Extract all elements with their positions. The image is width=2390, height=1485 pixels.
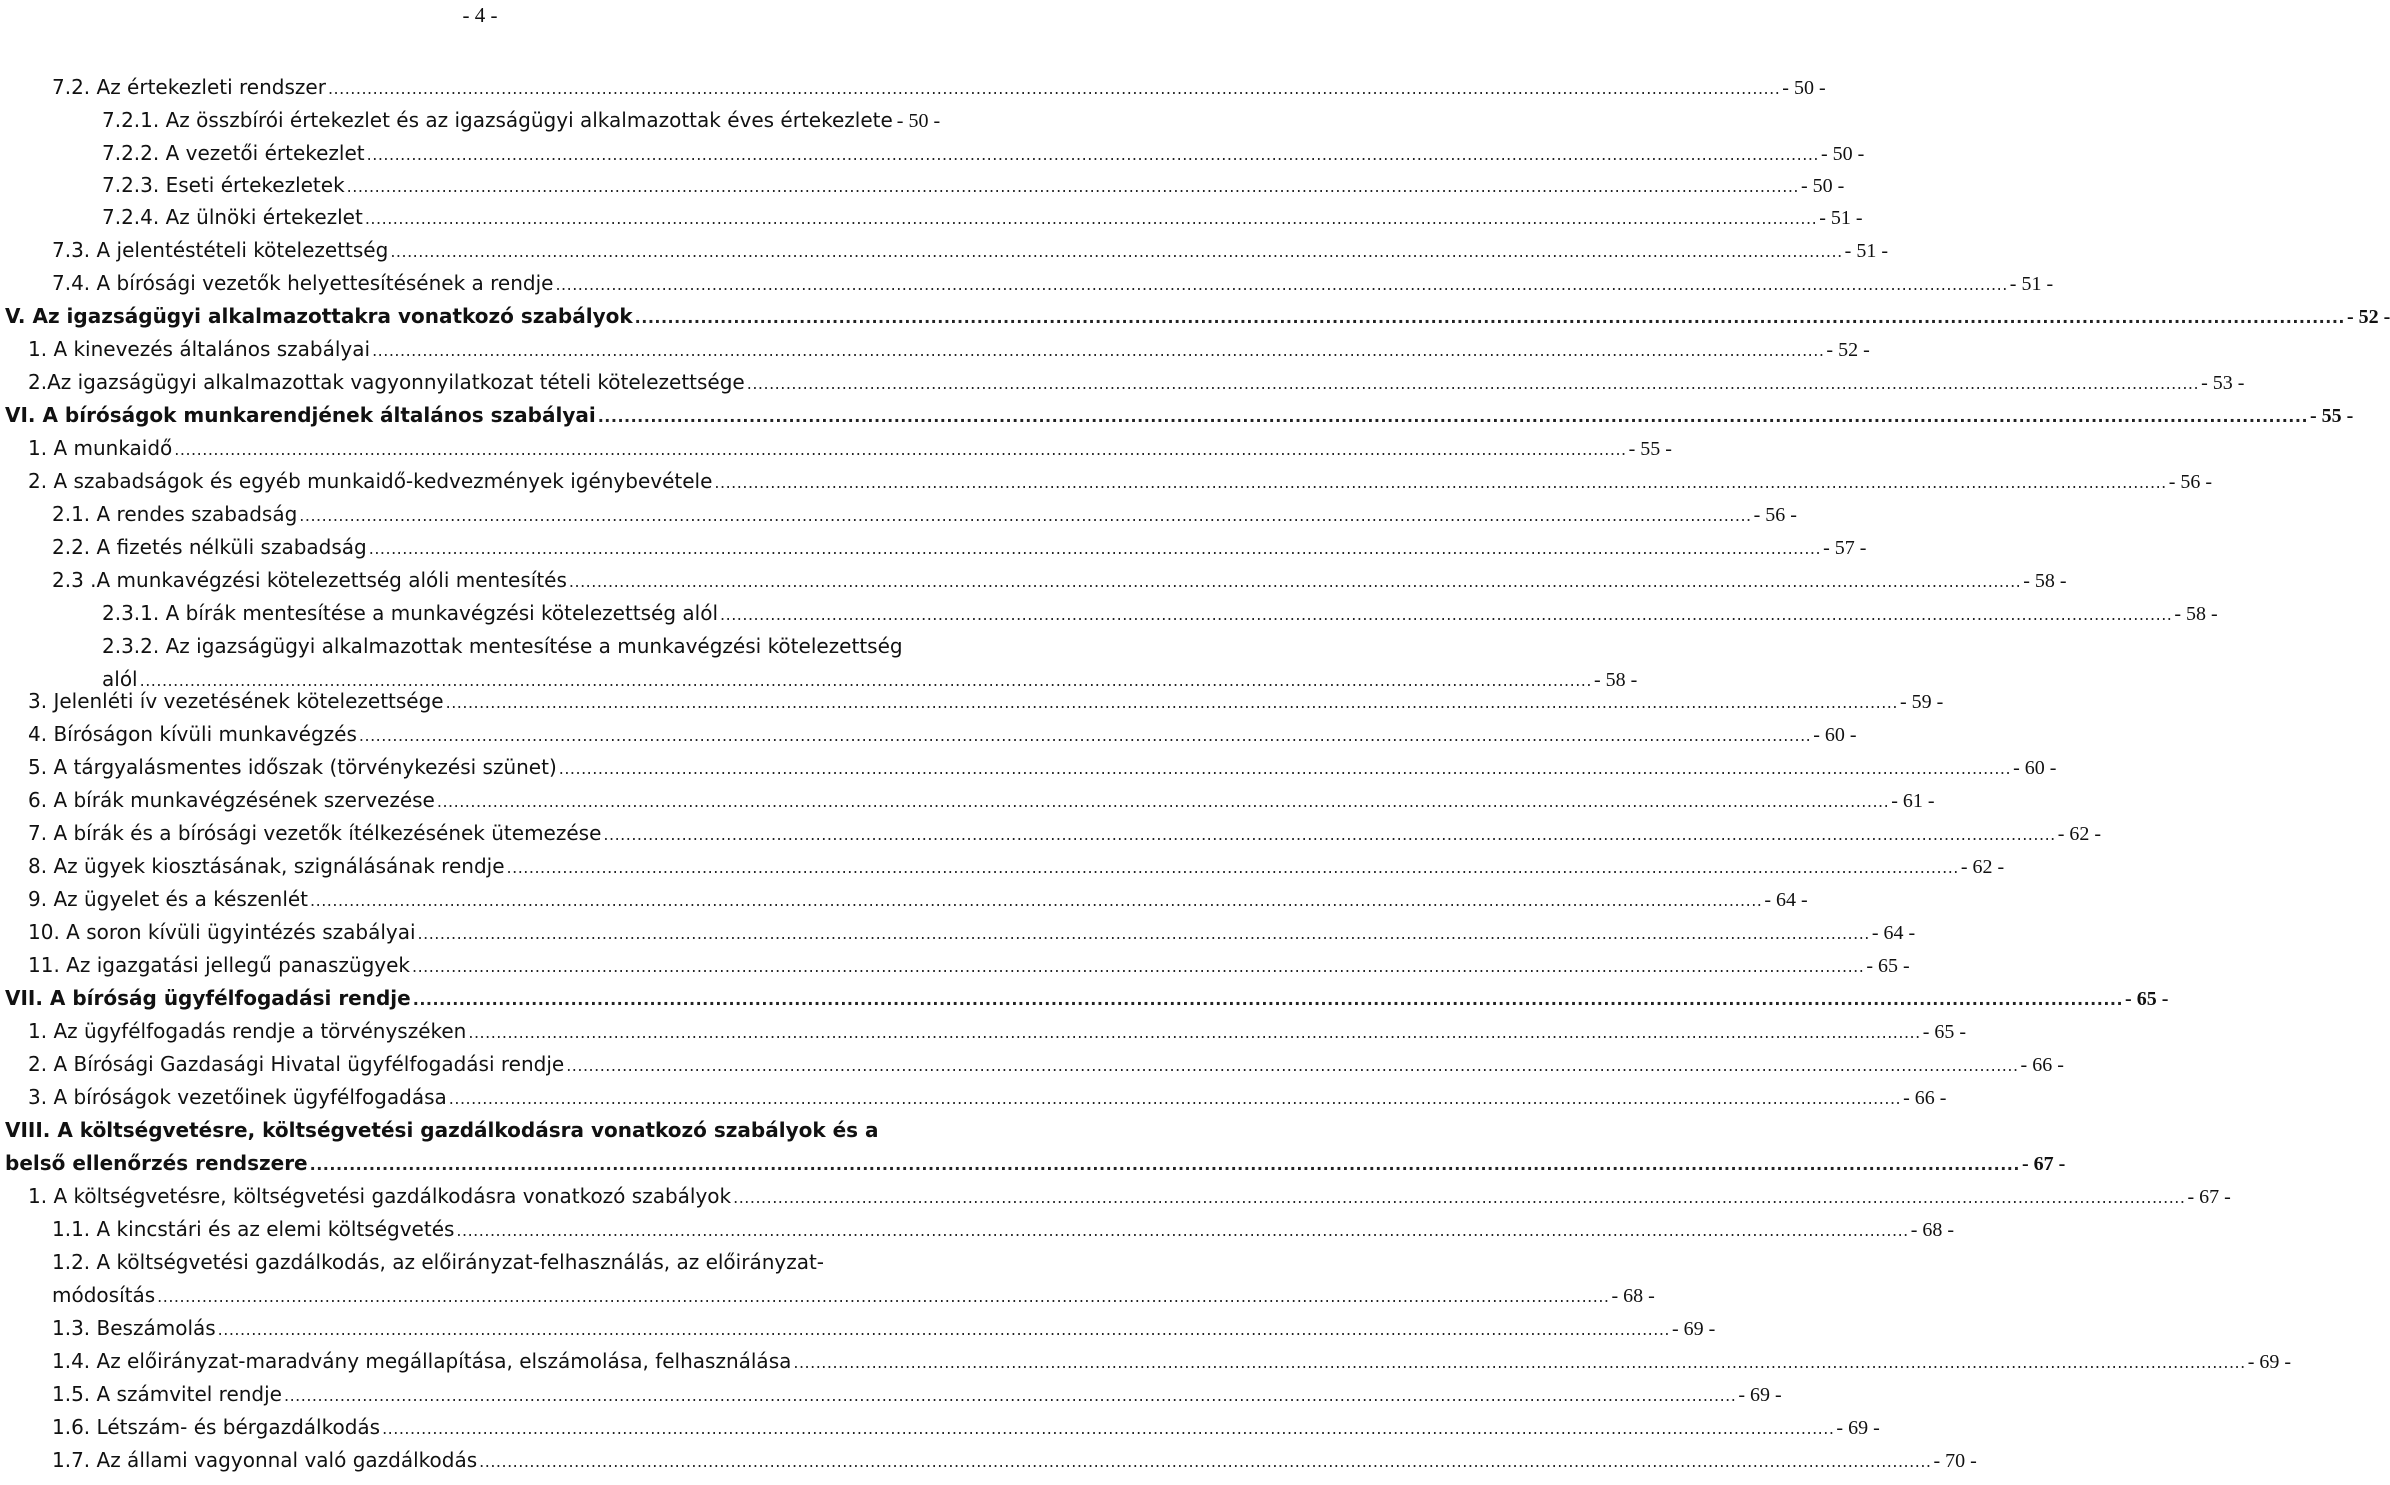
toc-entry-page: - 64 -	[1764, 889, 1808, 911]
toc-entry-title: 1. A kinevezés általános szabályai	[28, 337, 371, 361]
toc-entry-title: alól	[102, 667, 138, 691]
toc-entry[interactable]	[52, 531, 1867, 563]
toc-entry-page: - 68 -	[1611, 1285, 1655, 1307]
toc-entry-page: - 57 -	[1823, 537, 1867, 559]
toc-entry[interactable]	[28, 465, 2213, 497]
toc-entry-title: 4. Bíróságon kívüli munkavégzés	[28, 722, 357, 746]
toc-entry-title: 2. A szabadságok és egyéb munkaidő-kedvezmények igénybevétele	[28, 469, 713, 493]
dot-leader	[310, 1149, 2020, 1181]
toc-entry-title: 3. A bíróságok vezetőinek ügyfélfogadása	[28, 1085, 447, 1109]
toc-entry-page: - 51 -	[1844, 240, 1888, 262]
toc-entry-title: 2.Az igazságügyi alkalmazottak vagyonnyilatkozat tételi kötelezettsége	[28, 370, 745, 394]
toc-entry[interactable]	[28, 1180, 2231, 1212]
toc-entry-page: - 50 -	[896, 110, 941, 132]
toc-entry-page: - 52 -	[2346, 306, 2390, 328]
toc-entry-page: - 65 -	[1922, 1021, 1967, 1043]
toc-entry[interactable]	[28, 333, 1870, 365]
toc-entry-title: 1.3. Beszámolás	[52, 1316, 216, 1340]
toc-entry[interactable]	[52, 1312, 1716, 1344]
toc-entry[interactable]	[102, 201, 1863, 233]
toc-entry-page: - 50 -	[1820, 143, 1865, 165]
dot-leader	[328, 73, 1780, 105]
toc-entry[interactable]	[28, 1015, 1967, 1047]
toc-entry[interactable]	[28, 366, 2245, 398]
toc-entry-page: - 65 -	[2125, 988, 2169, 1010]
toc-entry-title: VI. A bíróságok munkarendjének általános szabályai	[5, 403, 596, 427]
toc-entry-title: VII. A bíróság ügyfélfogadási rendje	[5, 986, 411, 1010]
dot-leader	[359, 720, 1811, 752]
toc-entry-title: 5. A tárgyalásmentes időszak (törvénykezési szünet)	[28, 755, 557, 779]
toc-entry-title: 7.2. Az értekezleti rendszer	[52, 75, 326, 99]
toc-entry-page: - 58 -	[2174, 603, 2218, 625]
toc-entry-title: 7.2.3. Eseti értekezletek	[102, 173, 345, 197]
toc-entry-title: 1.4. Az előirányzat-maradvány megállapítása, elszámolása, felhasználása	[52, 1349, 792, 1373]
toc-entry-title: 10. A soron kívüli ügyintézés szabályai	[28, 920, 416, 944]
toc-entry-page: - 67 -	[2187, 1186, 2231, 1208]
toc-entry[interactable]	[28, 432, 1672, 464]
dot-leader	[437, 786, 1889, 818]
toc-entry-title: 1. A költségvetésre, költségvetési gazdálkodásra vonatkozó szabályok	[28, 1184, 732, 1208]
dot-leader	[412, 951, 1864, 983]
dot-leader	[418, 918, 1870, 950]
toc-entry-page: - 58 -	[1593, 669, 1638, 691]
toc-entry-page: - 66 -	[2020, 1054, 2064, 1076]
toc-entry-page: - 59 -	[1899, 691, 1944, 713]
dot-leader	[367, 139, 1819, 171]
dot-leader	[559, 753, 2011, 785]
toc-entry-page: - 53 -	[2201, 372, 2245, 394]
toc-entry-page: - 62 -	[1960, 856, 2005, 878]
toc-entry-page: - 67 -	[2021, 1153, 2066, 1175]
toc-entry-page: - 60 -	[1813, 724, 1857, 746]
page-number: - 4 -	[462, 3, 498, 27]
toc-entry[interactable]	[28, 1048, 2064, 1080]
toc-entry[interactable]	[28, 916, 1916, 948]
dot-leader	[479, 1446, 1931, 1478]
dot-leader	[793, 1347, 2245, 1379]
dot-leader	[310, 885, 1762, 917]
toc-entry[interactable]	[102, 104, 959, 136]
dot-leader	[569, 566, 2021, 598]
dot-leader	[555, 269, 2007, 301]
dot-leader	[468, 1017, 1920, 1049]
dot-leader	[456, 1215, 1908, 1247]
toc-entry-title: 1. A munkaidő	[28, 436, 173, 460]
dot-leader	[347, 171, 1799, 203]
dot-leader	[507, 852, 1959, 884]
toc-entry-title: 8. Az ügyek kiosztásának, szignálásának rendje	[28, 854, 505, 878]
toc-entry[interactable]	[102, 169, 1845, 201]
toc-chapter[interactable]	[5, 982, 2169, 1014]
dot-leader	[449, 1083, 1901, 1115]
toc-entry-page: - 56 -	[2168, 471, 2213, 493]
toc-entry-title: 1.7. Az állami vagyonnal való gazdálkodás	[52, 1448, 478, 1472]
toc-entry-page: - 56 -	[1753, 504, 1797, 526]
toc-entry[interactable]	[52, 1378, 1782, 1410]
dot-leader	[369, 533, 1821, 565]
toc-entry[interactable]	[28, 949, 1910, 981]
toc-chapter[interactable]	[5, 300, 2390, 332]
toc-entry-title: 3. Jelenléti ív vezetésének kötelezettsége	[28, 689, 444, 713]
toc-entry-title: 2.2. A fizetés nélküli szabadság	[52, 535, 367, 559]
toc-entry[interactable]	[28, 784, 1935, 816]
toc-entry-title: 2.3.1. A bírák mentesítése a munkavégzési kötelezettség alól	[102, 601, 719, 625]
toc-entry[interactable]	[52, 1213, 1955, 1245]
dot-leader	[365, 203, 1817, 235]
toc-entry[interactable]	[28, 685, 1944, 717]
toc-entry-title: 7.2.2. A vezetői értekezlet	[102, 141, 365, 165]
dot-leader	[299, 500, 1751, 532]
toc-entry-title-line: 1.2. A költségvetési gazdálkodás, az előirányzat-felhasználás, az előirányzat-	[52, 1250, 825, 1274]
dot-leader	[218, 1314, 1670, 1346]
toc-entry-page: - 69 -	[1672, 1318, 1716, 1340]
toc-entry[interactable]	[28, 751, 2057, 783]
toc-entry-page: - 69 -	[2247, 1351, 2292, 1373]
toc-chapter[interactable]	[5, 1147, 2066, 1179]
dot-leader	[598, 401, 2308, 433]
toc-entry-page: - 70 -	[1933, 1450, 1977, 1472]
dot-leader	[720, 599, 2172, 631]
dot-leader	[635, 302, 2345, 334]
toc-entry-title: 1. Az ügyfélfogadás rendje a törvényszéken	[28, 1019, 467, 1043]
toc-entry-page: - 55 -	[1628, 438, 1672, 460]
dot-leader	[714, 467, 2166, 499]
dot-leader	[413, 984, 2123, 1016]
dot-leader	[390, 236, 1842, 268]
dot-leader	[747, 368, 2199, 400]
dot-leader	[446, 687, 1898, 719]
dot-leader	[174, 434, 1626, 466]
toc-entry-title: 1.6. Létszám- és bérgazdálkodás	[52, 1415, 381, 1439]
toc-entry[interactable]	[52, 564, 2067, 596]
dot-leader	[382, 1413, 1834, 1445]
toc-entry-title: 7.2.1. Az összbírói értekezlet és az igazságügyi alkalmazottak éves értekezlete	[102, 108, 893, 132]
toc-entry[interactable]	[52, 234, 1888, 266]
toc-entry-title: módosítás	[52, 1283, 156, 1307]
toc-entry-title: 2. A Bírósági Gazdasági Hivatal ügyfélfogadási rendje	[28, 1052, 565, 1076]
toc-entry-page: - 66 -	[1903, 1087, 1947, 1109]
toc-entry[interactable]	[102, 137, 1865, 169]
toc-entry-page: - 50 -	[1782, 77, 1826, 99]
toc-entry-title: 2.1. A rendes szabadság	[52, 502, 298, 526]
toc-entry-title: 7.4. A bírósági vezetők helyettesítésének a rendje	[52, 271, 554, 295]
toc-entry[interactable]	[52, 267, 2054, 299]
toc-chapter[interactable]	[5, 399, 2354, 431]
toc-entry[interactable]	[52, 1279, 1655, 1311]
toc-entry-page: - 68 -	[1910, 1219, 1955, 1241]
dot-leader	[372, 335, 1824, 367]
toc-entry-title: belső ellenőrzés rendszere	[5, 1151, 308, 1175]
toc-entry-page: - 65 -	[1866, 955, 1910, 977]
dot-leader	[566, 1050, 2018, 1082]
toc-entry-page: - 58 -	[2023, 570, 2067, 592]
toc-entry-title: 1.1. A kincstári és az elemi költségvetés	[52, 1217, 455, 1241]
toc-entry[interactable]	[102, 597, 2218, 629]
toc-entry-title: 7.3. A jelentéstételi kötelezettség	[52, 238, 389, 262]
toc-entry-title: V. Az igazságügyi alkalmazottakra vonatkozó szabályok	[5, 304, 633, 328]
toc-entry-page: - 51 -	[1819, 207, 1863, 229]
toc-entry-page: - 51 -	[2009, 273, 2054, 295]
toc-entry-title-line: 2.3.2. Az igazságügyi alkalmazottak mentesítése a munkavégzési kötelezettség	[102, 634, 903, 658]
toc-entry-page: - 62 -	[2057, 823, 2102, 845]
toc-entry-page: - 60 -	[2013, 757, 2057, 779]
toc-entry-title: 6. A bírák munkavégzésének szervezése	[28, 788, 435, 812]
toc-entry[interactable]	[52, 1444, 1977, 1476]
toc-entry[interactable]	[28, 718, 1857, 750]
toc-entry-page: - 50 -	[1801, 175, 1845, 197]
toc-entry[interactable]	[52, 498, 1797, 530]
toc-entry[interactable]	[52, 1411, 1880, 1443]
toc-entry-title: 7. A bírák és a bírósági vezetők ítélkezésének ütemezése	[28, 821, 602, 845]
toc-entry-title: 11. Az igazgatási jellegű panaszügyek	[28, 953, 410, 977]
dot-leader	[157, 1281, 1609, 1313]
toc-entry-page: - 61 -	[1891, 790, 1935, 812]
toc-entry-page: - 64 -	[1871, 922, 1916, 944]
toc-entry[interactable]	[28, 883, 1808, 915]
toc-entry-page: - 55 -	[2310, 405, 2354, 427]
toc-chapter-title-line: VIII. A költségvetésre, költségvetési gazdálkodásra vonatkozó szabályok és a	[5, 1118, 879, 1142]
toc-entry-page: - 52 -	[1826, 339, 1870, 361]
toc-entry-title: 7.2.4. Az ülnöki értekezlet	[102, 205, 363, 229]
toc-entry-title: 1.5. A számvitel rendje	[52, 1382, 282, 1406]
toc-entry-page: - 69 -	[1738, 1384, 1782, 1406]
toc-entry[interactable]	[28, 817, 2102, 849]
dot-leader	[733, 1182, 2185, 1214]
toc-entry[interactable]	[28, 1081, 1947, 1113]
toc-entry-page: - 69 -	[1836, 1417, 1880, 1439]
toc-entry[interactable]	[52, 1345, 2292, 1377]
toc-entry[interactable]	[28, 850, 2005, 882]
toc-entry-title: 9. Az ügyelet és a készenlét	[28, 887, 309, 911]
dot-leader	[284, 1380, 1736, 1412]
dot-leader	[603, 819, 2055, 851]
toc-entry-title: 2.3 .A munkavégzési kötelezettség alóli mentesítés	[52, 568, 567, 592]
toc-entry[interactable]	[52, 71, 1826, 103]
